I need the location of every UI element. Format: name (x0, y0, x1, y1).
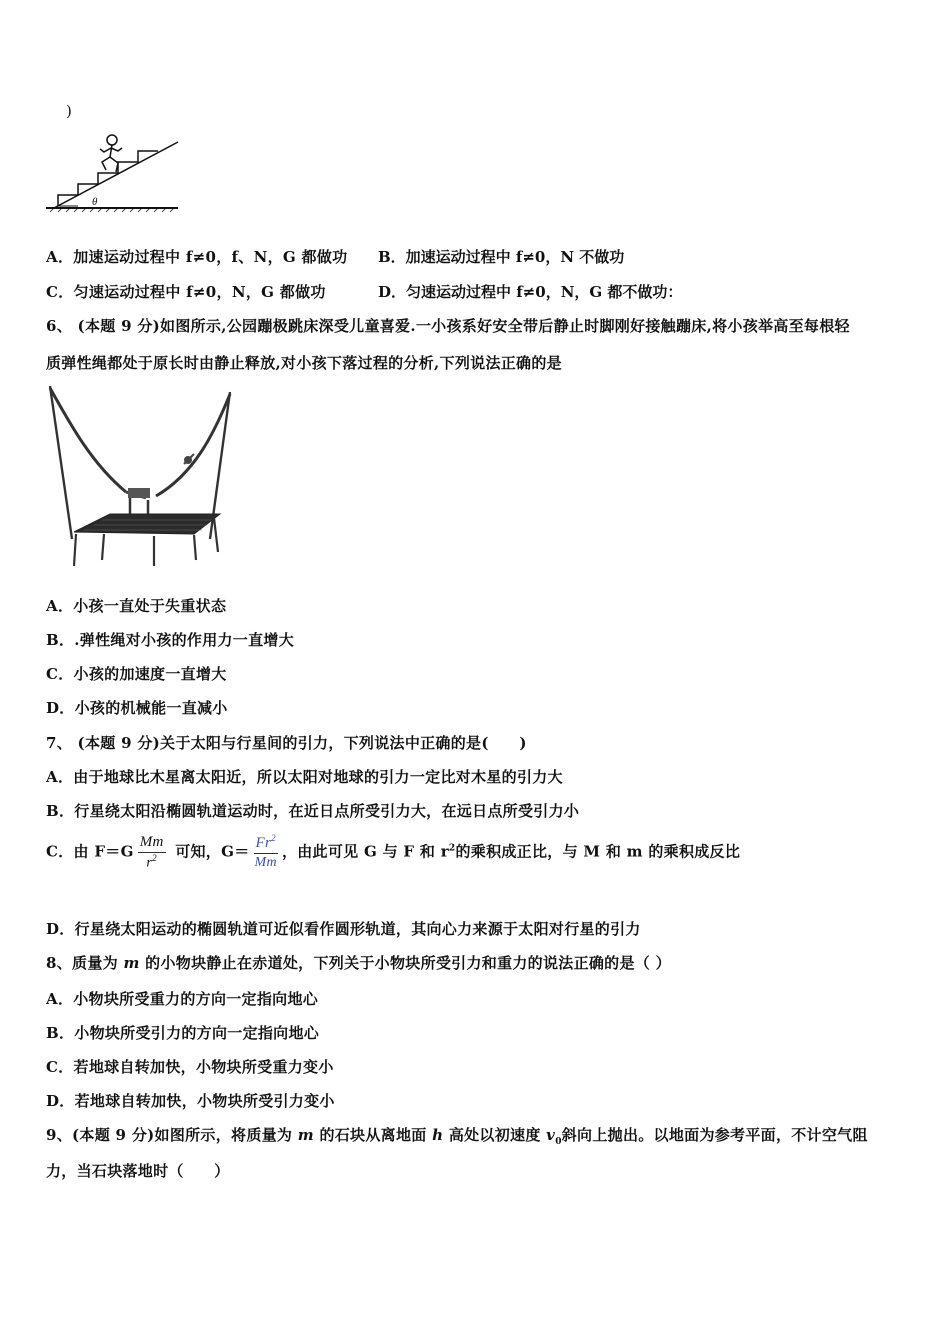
frac2-denominator: Mm (254, 854, 277, 870)
staircase-figure (44, 132, 184, 214)
q8-stem-b: 的小物块静止在赤道处，下列关于小物块所受引力和重力的说法正确的是（ ） (139, 954, 671, 972)
formula-g-fraction (254, 834, 278, 870)
formula-gravity-fraction (138, 834, 166, 871)
frac1-exponent: 2 (152, 852, 157, 863)
q7-option-d: D．行星绕太阳运动的椭圆轨道可近似看作圆形轨道，其向心力来源于太阳对行星的引力 (46, 920, 641, 938)
q6-option-a: A．小孩一直处于失重状态 (46, 597, 227, 615)
q8-stem (46, 952, 671, 973)
q7-stem: 7、 (本题 9 分)关于太阳与行星间的引力，下列说法中正确的是( ) (46, 734, 527, 752)
top-paren: ) (66, 102, 73, 120)
q7-option-b: B．行星绕太阳沿椭圆轨道运动时，在近日点所受引力大，在远日点所受引力小 (46, 802, 580, 820)
frac1-numerator: Mm (138, 834, 166, 853)
q7-c-prefix: C．由 F＝G (46, 842, 134, 861)
q5-option-c: C．匀速运动过程中 f≠0，N，G 都做功 (46, 283, 326, 301)
q9-velocity-symbol: v (546, 1126, 556, 1144)
q5-option-b: B．加速运动过程中 f≠0，N 不做功 (378, 248, 625, 266)
q8-option-c: C．若地球自转加快，小物块所受重力变小 (46, 1058, 334, 1076)
q9-mass-symbol: m (297, 1126, 314, 1144)
q6-option-b: B．.弹性绳对小孩的作用力一直增大 (46, 631, 295, 649)
q8-stem-a: 8、质量为 (46, 954, 124, 972)
q9-d: 斜向上抛出。以地面为参考平面，不计空气阻 (561, 1126, 868, 1144)
q7-c-suffix2: 的乘积成正比，与 M 和 m 的乘积成反比 (455, 842, 741, 861)
r-squared-exponent: 2 (448, 843, 456, 854)
q8-option-d: D．若地球自转加快，小物块所受引力变小 (46, 1092, 335, 1110)
q7-c-suffix1: ，由此可见 G 与 F 和 r (281, 842, 449, 861)
q9-b: 的石块从离地面 (313, 1126, 433, 1144)
frac2-numerator: Fr (255, 835, 272, 852)
q7-option-c (46, 834, 740, 871)
q8-option-a: A．小物块所受重力的方向一定指向地心 (46, 990, 319, 1008)
q9-stem-line1 (46, 1124, 868, 1147)
q9-a: 9、(本题 9 分)如图所示，将质量为 (46, 1126, 298, 1144)
q8-option-b: B．小物块所受引力的方向一定指向地心 (46, 1024, 320, 1042)
q6-stem-line1: 6、 (本题 9 分)如图所示,公园蹦极跳床深受儿童喜爱.一小孩系好安全带后静止时脚刚好接触蹦床,将小孩举高至每根轻 (46, 317, 850, 335)
q7-option-a: A．由于地球比木星离太阳近，所以太阳对地球的引力一定比对木星的引力大 (46, 768, 563, 786)
q6-option-c: C．小孩的加速度一直增大 (46, 665, 227, 683)
q9-velocity-subscript: 0 (555, 1137, 562, 1147)
q6-stem-line2: 质弹性绳都处于原长时由静止释放,对小孩下落过程的分析,下列说法正确的是 (46, 354, 562, 372)
frac2-exponent: 2 (271, 833, 276, 844)
q7-c-mid: 可知，G＝ (169, 842, 250, 861)
frac1-denominator: r (146, 855, 153, 871)
trampoline-figure (44, 384, 240, 574)
q9-height-symbol: h (432, 1126, 444, 1144)
q6-option-d: D．小孩的机械能一直减小 (46, 699, 228, 717)
theta-label: θ (92, 196, 98, 208)
q9-c: 高处以初速度 (443, 1126, 547, 1144)
q5-option-d: D．匀速运动过程中 f≠0，N，G 都不做功： (378, 283, 683, 301)
q9-stem-line2: 力，当石块落地时（ ） (46, 1162, 230, 1180)
q8-mass-symbol: m (123, 954, 140, 972)
q5-option-a: A．加速运动过程中 f≠0，f、N，G 都做功 (46, 248, 348, 266)
